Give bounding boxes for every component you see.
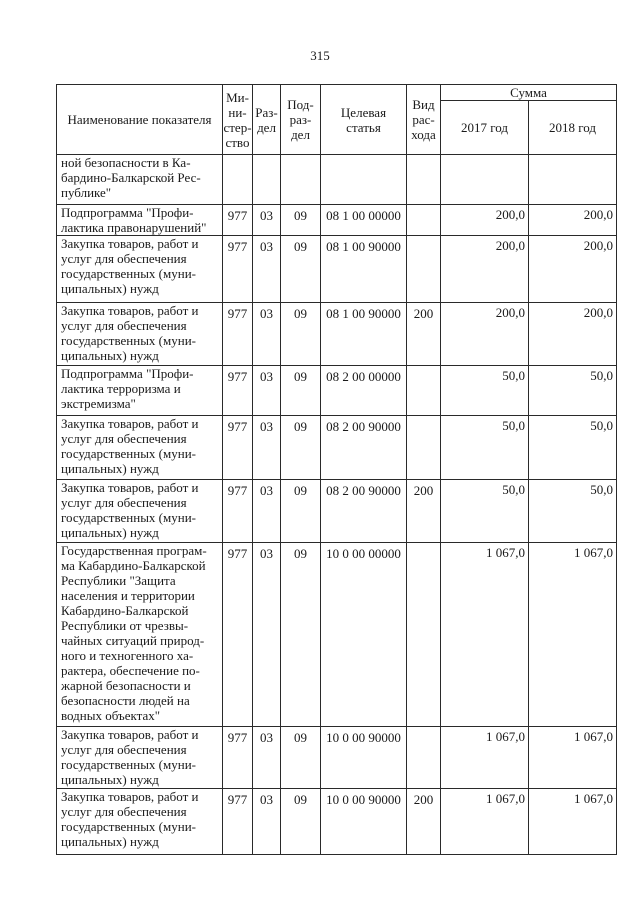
- budget-table: [56, 84, 617, 855]
- row-ministry: [223, 155, 253, 205]
- row-subsection: 09: [281, 727, 321, 789]
- table-header: [57, 85, 617, 155]
- row-subsection: 09: [281, 789, 321, 855]
- row-sum-2018: 200,0: [529, 205, 617, 236]
- row-target: 08 1 00 90000: [321, 236, 407, 303]
- row-section: 03: [253, 236, 281, 303]
- row-name: Закупка товаров, работ и услуг для обеспечения государственных (муни- ципальных) нужд: [57, 789, 223, 855]
- table-row: [57, 480, 617, 543]
- row-ministry: 977: [223, 205, 253, 236]
- row-ministry: 977: [223, 789, 253, 855]
- row-ministry: 977: [223, 416, 253, 480]
- row-sum-2018: [529, 155, 617, 205]
- table-row: [57, 303, 617, 366]
- row-sum-2017: 50,0: [441, 416, 529, 480]
- row-sum-2017: 50,0: [441, 480, 529, 543]
- row-expense-type: 200: [407, 480, 441, 543]
- row-expense-type: [407, 366, 441, 416]
- row-section: 03: [253, 727, 281, 789]
- row-sum-2017: 200,0: [441, 205, 529, 236]
- table-row: [57, 155, 617, 205]
- row-expense-type: 200: [407, 303, 441, 366]
- row-sum-2018: 200,0: [529, 236, 617, 303]
- table-row: [57, 727, 617, 789]
- row-sum-2018: 1 067,0: [529, 789, 617, 855]
- row-ministry: 977: [223, 480, 253, 543]
- row-sum-2018: 50,0: [529, 366, 617, 416]
- row-subsection: 09: [281, 205, 321, 236]
- row-target: 08 1 00 90000: [321, 303, 407, 366]
- header-section: Раз- дел: [253, 85, 281, 155]
- row-sum-2017: 200,0: [441, 236, 529, 303]
- page-number: 315: [310, 48, 330, 63]
- row-target: 08 2 00 00000: [321, 366, 407, 416]
- row-expense-type: [407, 236, 441, 303]
- row-name: Государственная програм- ма Кабардино-Балкарской Республики "Защита населения и территории Кабардино-Балкарской Республики от чрезвы- чайных ситуаций природ- ного и техногенного ха- рактера, обеспечение по- жарной безопасности и безопасности людей на водных объектах": [57, 543, 223, 727]
- table-row: [57, 416, 617, 480]
- row-subsection: 09: [281, 480, 321, 543]
- row-name: Закупка товаров, работ и услуг для обеспечения государственных (муни- ципальных) нужд: [57, 727, 223, 789]
- row-sum-2017: [441, 155, 529, 205]
- row-expense-type: [407, 416, 441, 480]
- row-expense-type: [407, 543, 441, 727]
- row-ministry: 977: [223, 303, 253, 366]
- row-section: [253, 155, 281, 205]
- table-row: [57, 366, 617, 416]
- row-section: 03: [253, 480, 281, 543]
- row-name: Закупка товаров, работ и услуг для обеспечения государственных (муни- ципальных) нужд: [57, 236, 223, 303]
- row-ministry: 977: [223, 236, 253, 303]
- row-target: 08 2 00 90000: [321, 480, 407, 543]
- row-ministry: 977: [223, 727, 253, 789]
- row-sum-2018: 50,0: [529, 480, 617, 543]
- table-row: [57, 205, 617, 236]
- header-target: Целевая статья: [321, 85, 407, 155]
- row-subsection: 09: [281, 416, 321, 480]
- table-row: [57, 543, 617, 727]
- row-subsection: 09: [281, 543, 321, 727]
- row-sum-2017: 50,0: [441, 366, 529, 416]
- row-subsection: 09: [281, 236, 321, 303]
- row-sum-2018: 200,0: [529, 303, 617, 366]
- row-sum-2017: 200,0: [441, 303, 529, 366]
- row-target: 10 0 00 00000: [321, 543, 407, 727]
- header-sum: Сумма: [441, 85, 617, 101]
- row-section: 03: [253, 205, 281, 236]
- row-ministry: 977: [223, 543, 253, 727]
- row-target: 08 2 00 90000: [321, 416, 407, 480]
- table-body: [57, 155, 617, 855]
- row-subsection: 09: [281, 366, 321, 416]
- row-section: 03: [253, 303, 281, 366]
- row-expense-type: [407, 727, 441, 789]
- row-name: Закупка товаров, работ и услуг для обеспечения государственных (муни- ципальных) нужд: [57, 303, 223, 366]
- row-ministry: 977: [223, 366, 253, 416]
- row-section: 03: [253, 543, 281, 727]
- table-row: [57, 236, 617, 303]
- row-sum-2018: 50,0: [529, 416, 617, 480]
- row-target: 08 1 00 00000: [321, 205, 407, 236]
- row-sum-2017: 1 067,0: [441, 727, 529, 789]
- row-target: 10 0 00 90000: [321, 727, 407, 789]
- row-expense-type: [407, 155, 441, 205]
- row-sum-2017: 1 067,0: [441, 789, 529, 855]
- row-expense-type: [407, 205, 441, 236]
- row-section: 03: [253, 789, 281, 855]
- row-sum-2017: 1 067,0: [441, 543, 529, 727]
- row-name: Закупка товаров, работ и услуг для обеспечения государственных (муни- ципальных) нужд: [57, 480, 223, 543]
- row-subsection: [281, 155, 321, 205]
- row-sum-2018: 1 067,0: [529, 543, 617, 727]
- header-expense-type: Вид рас- хода: [407, 85, 441, 155]
- header-name: Наименование показателя: [57, 85, 223, 155]
- row-expense-type: 200: [407, 789, 441, 855]
- table-row: [57, 789, 617, 855]
- row-section: 03: [253, 366, 281, 416]
- header-year-2017: 2017 год: [441, 101, 529, 155]
- row-section: 03: [253, 416, 281, 480]
- row-sum-2018: 1 067,0: [529, 727, 617, 789]
- row-name: Подпрограмма "Профи- лактика терроризма и экстремизма": [57, 366, 223, 416]
- row-name: ной безопасности в Ка- бардино-Балкарской Рес- публике": [57, 155, 223, 205]
- header-ministry: Ми- ни- стер- ство: [223, 85, 253, 155]
- row-subsection: 09: [281, 303, 321, 366]
- row-name: Закупка товаров, работ и услуг для обеспечения государственных (муни- ципальных) нужд: [57, 416, 223, 480]
- header-year-2018: 2018 год: [529, 101, 617, 155]
- header-subsection: Под- раз- дел: [281, 85, 321, 155]
- row-target: 10 0 00 90000: [321, 789, 407, 855]
- row-target: [321, 155, 407, 205]
- row-name: Подпрограмма "Профи- лактика правонарушений": [57, 205, 223, 236]
